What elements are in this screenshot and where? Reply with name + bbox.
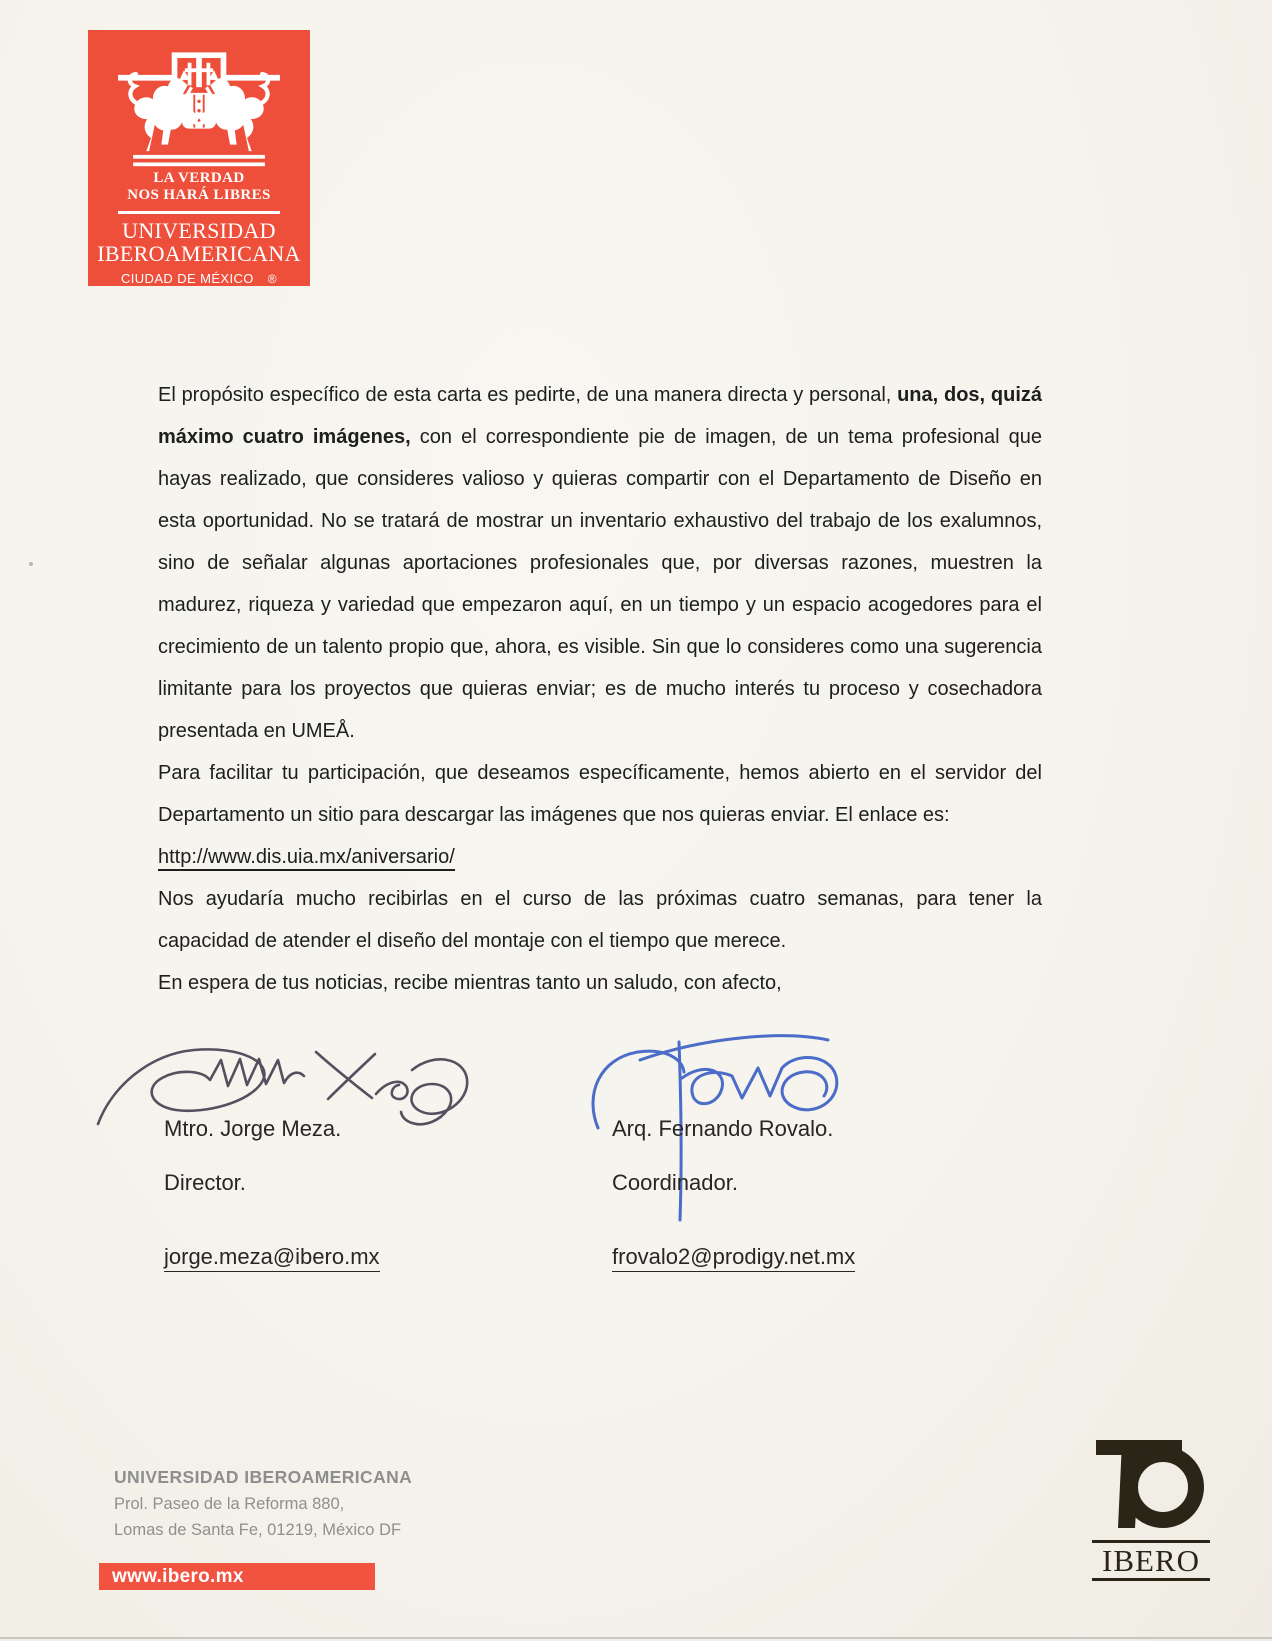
registered-trademark-icon: ® — [267, 271, 278, 286]
ibero-wordmark: IBERO — [1092, 1540, 1210, 1581]
signer-right-name: Arq. Fernando Rovalo. — [612, 1116, 834, 1141]
signer-right-email: frovalo2@prodigy.net.mx — [612, 1244, 855, 1272]
logo-university-line2: IBEROAMERICANA — [97, 241, 301, 266]
logo-motto-line2: NOS HARÁ LIBRES — [127, 187, 271, 204]
paragraph-3: Nos ayudaría mucho recibirlas en el curso de las próximas cuatro semanas, para tener la capacidad de atender el diseño del montaje con el tiempo que merece. — [158, 888, 1042, 952]
scan-speck — [29, 562, 33, 566]
ibero-70-logo-icon — [1094, 1430, 1212, 1536]
paragraph-1 — [158, 374, 1042, 752]
signer-left-title: Director. — [164, 1170, 246, 1195]
footer-website-bar — [99, 1563, 375, 1590]
signer-block-left — [164, 1116, 380, 1272]
signer-left-name: Mtro. Jorge Meza. — [164, 1116, 342, 1141]
footer-address-line2: Lomas de Santa Fe, 01219, México DF — [114, 1521, 402, 1539]
signer-left-email: jorge.meza@ibero.mx — [164, 1244, 380, 1272]
paragraph-4: En espera de tus noticias, recibe mientras tanto un saludo, con afecto, — [158, 972, 782, 994]
download-url: http://www.dis.uia.mx/aniversario/ — [158, 846, 455, 871]
signer-right-title: Coordinador. — [612, 1170, 738, 1195]
paragraph-2: Para facilitar tu participación, que deseamos específicamente, hemos abierto en el servidor del Departamento un sitio para descargar las imágenes que nos quieras enviar. El enlace es: — [158, 762, 1042, 826]
letter-body — [158, 374, 1042, 1004]
paragraph-1-bold-phrase: una, dos, quizá máximo cuatro imágenes, — [158, 384, 1042, 448]
signer-block-right — [612, 1116, 855, 1272]
logo-city-line — [121, 271, 277, 286]
footer-address-line1: Prol. Paseo de la Reforma 880, — [114, 1495, 345, 1513]
paragraph-1-text: El propósito específico de esta carta es pedirte, de una manera directa y personal, — [158, 384, 898, 406]
logo-motto-line1: LA VERDAD — [153, 170, 245, 187]
logo-university-line1: UNIVERSIDAD — [122, 218, 276, 243]
paragraph-1-continuation: con el correspondiente pie de imagen, de un tema profesional que hayas realizado, que consideres valioso y quieras compartir con el Departamento de Diseño en esta oportunidad. No se tratará de mostrar un inventario exhaustivo del trabajo de los exalumnos, sino de señalar algunas aportaciones profesionales que, por diversas razones, muestren la madurez, riqueza y variedad que empezaron aquí, en un tiempo y un espacio acogedores para el crecimiento de un talento propio que, ahora, es visible. Sin que lo consideres como una sugerencia limitante para los proyectos que quieras enviar; es de mucho interés tu proceso y cosechadora presentada en UMEÅ. — [158, 426, 1042, 742]
uia-crest-icon — [102, 42, 296, 168]
logo-motto — [127, 170, 271, 204]
scan-bottom-edge — [0, 1637, 1272, 1639]
footer-website-text: www.ibero.mx — [112, 1565, 244, 1587]
logo-university-name — [97, 219, 300, 265]
logo-city-text: CIUDAD DE MÉXICO — [120, 271, 254, 286]
uia-logo — [88, 30, 310, 286]
footer-organization: UNIVERSIDAD IBEROAMERICANA — [114, 1467, 413, 1487]
url-line — [158, 836, 1042, 878]
logo-divider — [118, 211, 280, 214]
